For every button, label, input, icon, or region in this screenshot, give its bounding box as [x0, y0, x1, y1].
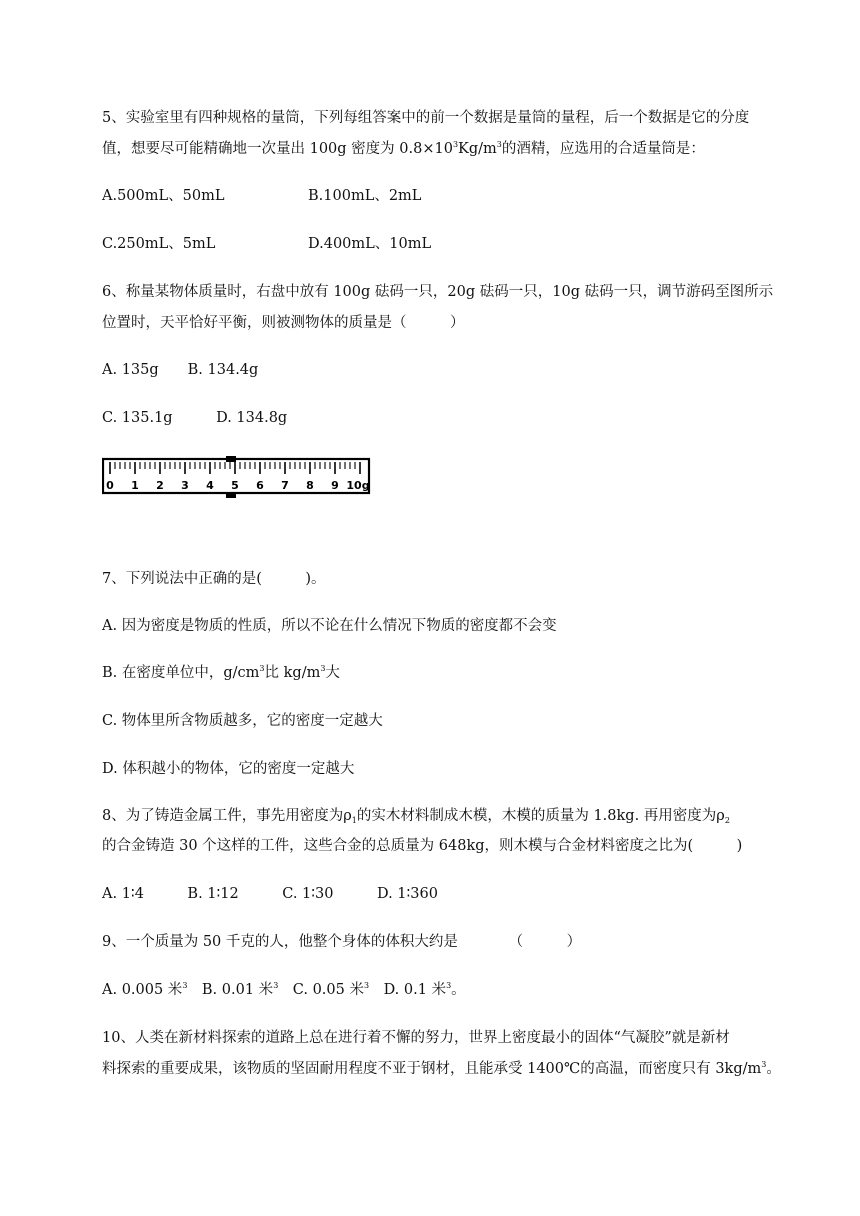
q6-options-cd: C. 135.1g D. 134.8g	[102, 410, 288, 426]
q5-option-c: C.250mL、5mL	[102, 236, 216, 252]
balance-rider-scale	[102, 456, 372, 502]
q5-stem-line1: 5、实验室里有四种规格的量筒，下列每组答案中的前一个数据是量筒的量程，后一个数据是它的分度	[102, 110, 750, 126]
scale-label: 7	[281, 479, 289, 492]
q5-stem-line2: 值，想要尽可能精确地一次量出 100g 密度为 $0.8\times 10^3Kg/m^3$的酒精，应选用的合适量筒是：	[102, 140, 705, 157]
q9-stem: 9、一个质量为 50 千克的人，他整个身体的体积大约是 （ ）	[102, 934, 582, 950]
rider-top	[226, 456, 236, 462]
q8-options: A. 1∶4 B. 1∶12 C. 1∶30 D. 1∶360	[102, 886, 438, 902]
q7-option-d: D. 体积越小的物体，它的密度一定越大	[102, 761, 355, 777]
q10-stem-line1: 10、人类在新材料探索的道路上总在进行着不懈的努力，世界上密度最小的固体“气凝胶”就是新材	[102, 1030, 730, 1046]
rider-bottom	[226, 492, 236, 498]
q7-option-c: C. 物体里所含物质越多，它的密度一定越大	[102, 713, 383, 729]
scale-label: 10g	[346, 479, 370, 492]
scale-label: 6	[256, 479, 264, 492]
scale-label: 8	[306, 479, 314, 492]
q8-stem-line2: 的合金铸造 30 个这样的工件，这些合金的总质量为 648kg，则木模与合金材料密度之比为( )	[102, 838, 743, 854]
scale-label: 4	[206, 479, 214, 492]
scale-label: 5	[231, 479, 239, 492]
q7-option-b: B. 在密度单位中，$g/cm^3$比 $kg/m^3$大	[102, 664, 340, 681]
q7-stem: 7、下列说法中正确的是( )。	[102, 571, 326, 587]
q5-option-d: D.400mL、10mL	[308, 236, 432, 252]
q6-options-ab: A. 135g B. 134.4g	[102, 362, 259, 378]
q10-stem-line2: 料探索的重要成果，该物质的坚固耐用程度不亚于钢材，且能承受 1400℃的高温，而密度只有 $3kg/m^3$。	[102, 1060, 781, 1077]
scale-labels	[106, 479, 369, 492]
scale-ticks	[110, 462, 360, 474]
q5-option-a: A.500mL、50mL	[102, 188, 225, 204]
scale-label: 2	[156, 479, 164, 492]
q8-stem-line1: 8、为了铸造金属工件，事先用密度为$\rho_1$的实木材料制成木模，木模的质量为 1.8kg. 再用密度为$\rho_2$	[102, 808, 730, 825]
scale-label: 1	[131, 479, 139, 492]
q9-options: A. 0.005 米$^3$ B. 0.01 米$^3$ C. 0.05 米$^3$ D. 0.1 米$^3$。	[102, 981, 466, 998]
q5-option-b: B.100mL、2mL	[308, 188, 422, 204]
scale-label: 0	[106, 479, 114, 492]
scale-label: 3	[181, 479, 189, 492]
q6-stem-line1: 6、称量某物体质量时，右盘中放有 100g 砝码一只，20g 砝码一只，10g 砝码一只，调节游码至图所示	[102, 284, 774, 300]
q7-option-a: A. 因为密度是物质的性质，所以不论在什么情况下物质的密度都不会变	[102, 618, 557, 634]
q6-stem-line2: 位置时，天平恰好平衡，则被测物体的质量是（ ）	[102, 315, 465, 331]
scale-label: 9	[331, 479, 339, 492]
